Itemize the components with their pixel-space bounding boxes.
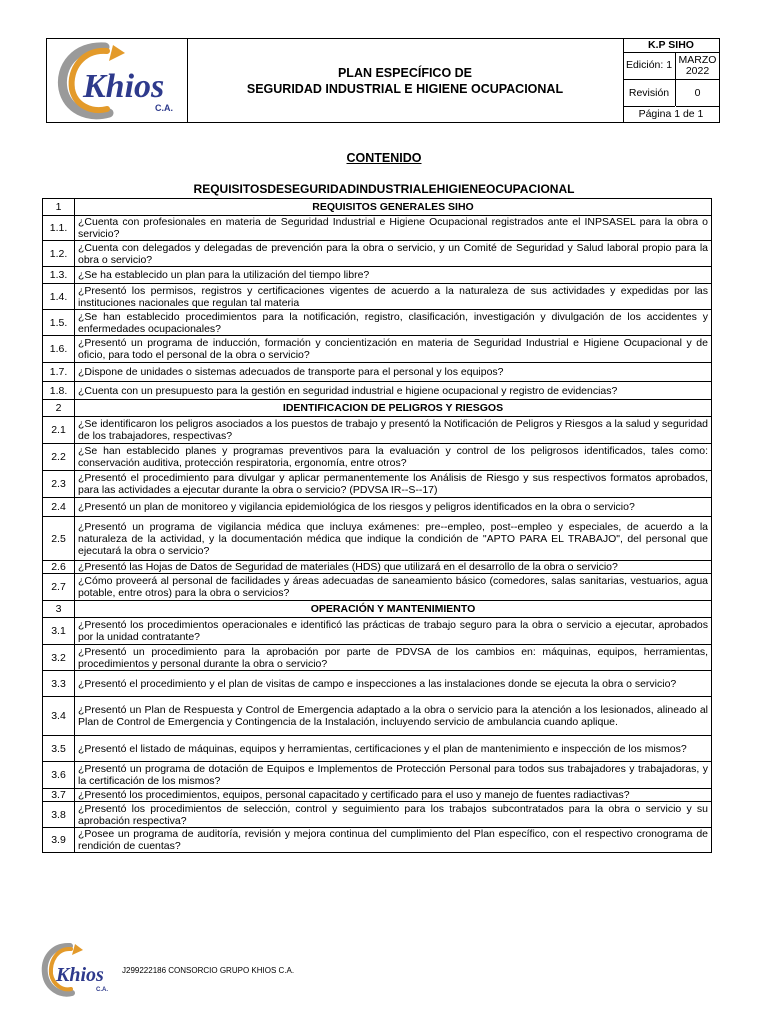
section-number: 1 <box>43 199 75 216</box>
footer-company-text: J299222186 CONSORCIO GRUPO KHIOS C.A. <box>122 966 295 975</box>
requirement-row <box>43 444 712 471</box>
requirement-row <box>43 471 712 498</box>
requirement-row <box>43 802 712 828</box>
requirement-number: 1.2. <box>43 241 75 267</box>
requirement-row <box>43 828 712 853</box>
requirement-number: 1.1. <box>43 216 75 241</box>
requirement-question: ¿Posee un programa de auditoría, revisión y mejora continua del cumplimiento del Plan específico, con el respectivo cronograma de rendición de cuentas? <box>75 828 712 853</box>
requirement-number: 3.7 <box>43 789 75 802</box>
requirement-number: 1.6. <box>43 336 75 363</box>
requirement-question: ¿Cuenta con un presupuesto para la gestión en seguridad industrial e higiene ocupacional y registro de evidencias? <box>75 382 712 400</box>
requirement-question: ¿Presentó el procedimiento y el plan de visitas de campo e inspecciones a las instalaciones donde se ejecuta la obra o servicio? <box>75 671 712 697</box>
requirements-heading: REQUISITOSDESEGURIDADINDUSTRIALEHIGIENEOCUPACIONAL <box>193 182 575 196</box>
company-logo-cell <box>47 39 188 122</box>
requirement-question: ¿Presentó un programa de dotación de Equipos e Implementos de Protección Personal para todos sus trabajadores y trabajadoras, y la certificación de los mismos? <box>75 762 712 789</box>
requirement-number: 2.2 <box>43 444 75 471</box>
logo-wordmark: Khios <box>83 68 165 105</box>
requirement-number: 2.4 <box>43 498 75 517</box>
edicion-year: 2022 <box>685 64 710 77</box>
section-title: REQUISITOS GENERALES SIHO <box>75 199 712 216</box>
section-title: OPERACIÓN Y MANTENIMIENTO <box>75 601 712 618</box>
requirement-number: 2.5 <box>43 517 75 561</box>
section-title: IDENTIFICACION DE PELIGROS Y RIESGOS <box>75 400 712 417</box>
footer-khios-logo <box>38 941 114 1003</box>
requirement-row <box>43 671 712 697</box>
requirement-number: 3.6 <box>43 762 75 789</box>
doc-code: K.P SIHO <box>623 39 719 53</box>
requirement-number: 2.7 <box>43 574 75 601</box>
requirement-row <box>43 336 712 363</box>
requirement-row <box>43 241 712 267</box>
requirement-question: ¿Presentó los procedimientos operacionales e identificó las prácticas de trabajo seguro para la obra o servicio a ejecutar, aprobados por la unidad contratante? <box>75 618 712 645</box>
requirement-number: 1.5. <box>43 310 75 336</box>
requirement-question: ¿Presentó los permisos, registros y certificaciones vigentes de acuerdo a la naturaleza de sus actividades y expedidas por las instituciones nacionales que regulan tal materia <box>75 284 712 310</box>
meta-divider <box>675 52 676 106</box>
requirement-question: ¿Presentó un Plan de Respuesta y Control de Emergencia adaptado a la obra o servicio para la atención a los lesionados, alineado al Plan de Control de Emergencia y Contingencia de la Instalación, incluyendo servicio de ambulancia cuando aplique. <box>75 697 712 736</box>
requirement-number: 1.7. <box>43 363 75 382</box>
requirement-question: ¿Presentó un programa de inducción, formación y concientización en materia de Seguridad Industrial e Higiene Ocupacional y de oficio, para todo el personal de la obra o servicio? <box>75 336 712 363</box>
requirement-number: 3.5 <box>43 736 75 762</box>
requirement-question: ¿Presentó el procedimiento para divulgar y aplicar permanentemente los Análisis de Riesgo y sus respectivos formatos aprobados, para las actividades a ejecutar durante la obra o servicio? (PDVSA IR--S--17) <box>75 471 712 498</box>
logo-suffix: C.A. <box>155 103 173 113</box>
requirement-number: 2.1 <box>43 417 75 444</box>
requirement-row <box>43 284 712 310</box>
requirement-row <box>43 789 712 802</box>
document-title <box>187 39 624 122</box>
requirement-question: ¿Presentó las Hojas de Datos de Seguridad de materiales (HDS) que utilizará en el desarrollo de la obra o servicio? <box>75 561 712 574</box>
requirement-row <box>43 498 712 517</box>
requirement-row <box>43 645 712 671</box>
requirement-question: ¿Se han establecido procedimientos para la notificación, registro, clasificación, investigación y divulgación de los accidentes y enfermedades ocupacionales? <box>75 310 712 336</box>
document-meta <box>623 39 719 122</box>
requirement-row <box>43 561 712 574</box>
title-line-2: SEGURIDAD INDUSTRIAL E HIGIENE OCUPACIONAL <box>246 81 564 96</box>
requirement-question: ¿Presentó un procedimiento para la aprobación por parte de PDVSA de los cambios en: máquinas, equipos, herramientas, procedimientos y personal durante la obra o servicio? <box>75 645 712 671</box>
revision-label: Revisión <box>623 80 675 107</box>
requirement-number: 3.2 <box>43 645 75 671</box>
requirement-row <box>43 736 712 762</box>
requirement-number: 3.8 <box>43 802 75 828</box>
requirement-question: ¿Cuenta con profesionales en materia de Seguridad Industrial e Higiene Ocupacional registrados ante el INPSASEL para la obra o servicio? <box>75 216 712 241</box>
footer-logo-suffix: C.A. <box>96 987 108 993</box>
edicion-month: MARZO <box>678 53 717 66</box>
section-header-row <box>43 601 712 618</box>
requirement-number: 1.3. <box>43 267 75 284</box>
requirement-number: 2.3 <box>43 471 75 498</box>
requirement-question: ¿Cuenta con delegados y delegadas de prevención para la obra o servicio, y un Comité de Seguridad y Salud laboral propio para la obra o servicio? <box>75 241 712 267</box>
requirements-table-body <box>43 199 712 853</box>
requirement-question: ¿Presentó los procedimientos, equipos, personal capacitado y certificado para el uso y manejo de fuentes radiactivas? <box>75 789 712 802</box>
requirement-row <box>43 417 712 444</box>
requirement-row <box>43 310 712 336</box>
requirement-question: ¿Presentó un plan de monitoreo y vigilancia epidemiológica de los riesgos y peligros identificados en la obra o servicio? <box>75 498 712 517</box>
requirement-question: ¿Se ha establecido un plan para la utilización del tiempo libre? <box>75 267 712 284</box>
contents-heading: CONTENIDO <box>346 151 422 165</box>
requirement-question: ¿Presentó un programa de vigilancia médica que incluya exámenes: pre--empleo, post--empleo y especiales, de acuerdo a la naturaleza de la actividad, y la documentación médica que indique la condición de "APTO PARA EL TRABAJO", del personal que ejecutará la obra o servicio? <box>75 517 712 561</box>
edicion-label: Edición: 1 <box>623 52 675 80</box>
requirement-number: 3.9 <box>43 828 75 853</box>
requirement-question: ¿Presentó los procedimientos de selección, control y seguimiento para los trabajos subcontratados para la obra o servicio y su aprobación respectiva? <box>75 802 712 828</box>
requirement-number: 3.1 <box>43 618 75 645</box>
document-header <box>46 38 720 123</box>
requirement-row <box>43 762 712 789</box>
section-number: 2 <box>43 400 75 417</box>
requirement-row <box>43 517 712 561</box>
requirement-row <box>43 697 712 736</box>
revision-value: 0 <box>676 80 719 107</box>
requirement-number: 3.4 <box>43 697 75 736</box>
requirements-table <box>42 198 712 853</box>
title-line-1: PLAN ESPECÍFICO DE <box>337 65 473 80</box>
requirement-row <box>43 363 712 382</box>
requirement-number: 1.4. <box>43 284 75 310</box>
requirement-row <box>43 618 712 645</box>
requirement-number: 3.3 <box>43 671 75 697</box>
requirement-question: ¿Se identificaron los peligros asociados a los puestos de trabajo y presentó la Notificación de Peligros y Riesgos a la salud y seguridad de los trabajadores, respectivas? <box>75 417 712 444</box>
requirement-number: 1.8. <box>43 382 75 400</box>
edicion-value <box>676 52 719 80</box>
requirement-row <box>43 267 712 284</box>
khios-logo <box>47 39 187 122</box>
requirement-number: 2.6 <box>43 561 75 574</box>
requirement-question: ¿Presentó el listado de máquinas, equipos y herramientas, certificaciones y el plan de mantenimiento e inspección de los mismos? <box>75 736 712 762</box>
page-number: Página 1 de 1 <box>638 108 704 120</box>
requirement-row <box>43 216 712 241</box>
requirement-question: ¿Se han establecido planes y programas preventivos para la evaluación y control de los peligrosos identificados, tales como: conservación auditiva, protección respiratoria, ergonomía, entre otros? <box>75 444 712 471</box>
footer-logo-wordmark: Khios <box>56 964 104 986</box>
requirement-row <box>43 574 712 601</box>
requirement-question: ¿Dispone de unidades o sistemas adecuados de transporte para el personal y los equipos? <box>75 363 712 382</box>
section-number: 3 <box>43 601 75 618</box>
section-header-row <box>43 400 712 417</box>
requirement-question: ¿Cómo proveerá al personal de facilidades y áreas adecuadas de saneamiento básico (comedores, salas sanitarias, vestuarios, agua potable, entre otros) para la obra o servicios? <box>75 574 712 601</box>
requirement-row <box>43 382 712 400</box>
section-header-row <box>43 199 712 216</box>
